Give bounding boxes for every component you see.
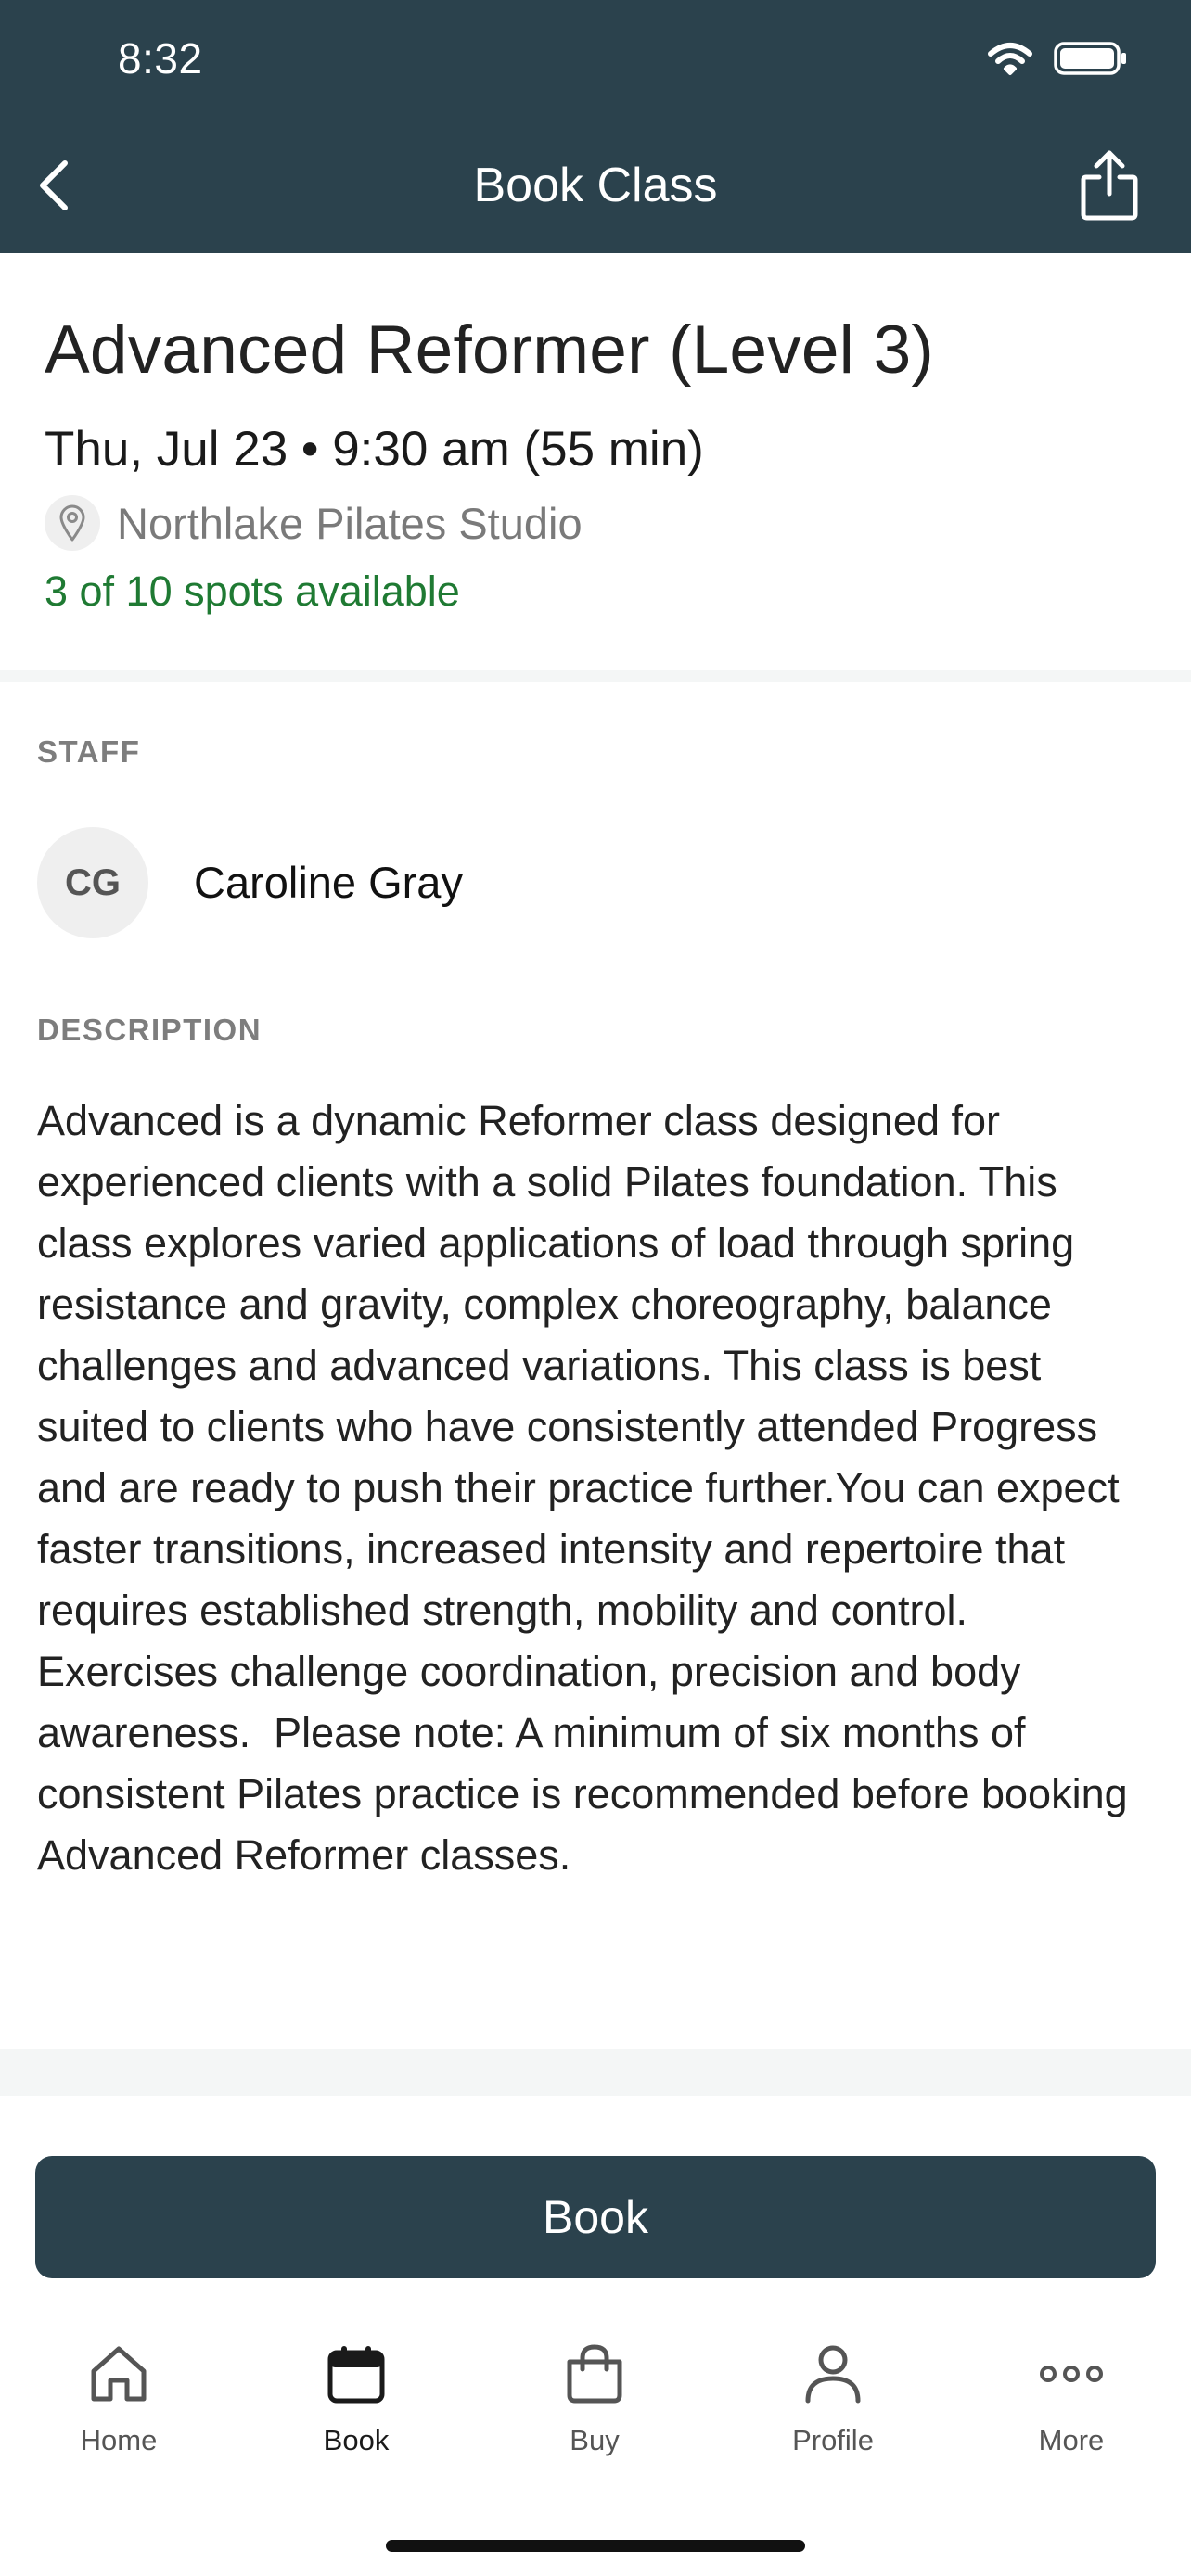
more-dots-icon [1034, 2337, 1108, 2411]
status-icons [987, 41, 1128, 81]
section-divider [0, 2049, 1191, 2096]
staff-name[interactable]: Caroline Gray [194, 858, 463, 907]
tab-more[interactable] [953, 2337, 1190, 2476]
user-icon [796, 2337, 870, 2411]
class-datetime: Thu, Jul 23 • 9:30 am (55 min) [45, 422, 704, 477]
home-indicator [386, 2540, 805, 2552]
share-icon [1079, 149, 1140, 226]
tab-home[interactable] [0, 2337, 237, 2476]
tab-label: More [1038, 2424, 1105, 2456]
tab-buy[interactable] [476, 2337, 713, 2476]
share-button[interactable] [1072, 148, 1146, 226]
description-section-label: DESCRIPTION [37, 1013, 263, 1047]
page-title: Book Class [473, 159, 718, 212]
avatar[interactable]: CG [37, 827, 148, 938]
spots-available: 3 of 10 spots available [45, 567, 460, 615]
tab-label: Home [80, 2424, 158, 2456]
wifi-icon [987, 41, 1033, 81]
tab-label: Profile [792, 2424, 874, 2456]
staff-section-label: STAFF [37, 734, 141, 769]
home-icon [82, 2337, 156, 2411]
tab-label: Buy [570, 2424, 620, 2456]
location-label: Northlake Pilates Studio [117, 498, 583, 548]
class-description: Advanced is a dynamic Reformer class designed for experienced clients with a solid Pilates foundation. This class explores varied applications of load through spring resistance and gravity, complex choreography, balance challenges and advanced variations. This class is best suited to clients who have consistently attended Progress and are ready to push their practice further.You can expect faster transitions, increased intensity and repertoire that requires established strength, mobility and control. Exercises challenge coordination, precision and body awareness. Please note: A minimum of six months of consistent Pilates practice is recommended before booking Advanced Reformer classes. [37, 1097, 1137, 1879]
class-location[interactable] [45, 495, 583, 551]
status-time: 8:32 [118, 34, 203, 83]
book-button[interactable]: Book [35, 2156, 1156, 2278]
class-title: Advanced Reformer (Level 3) [45, 312, 934, 388]
tab-label: Book [323, 2424, 390, 2456]
shopping-bag-icon [557, 2337, 632, 2411]
calendar-icon [319, 2337, 393, 2411]
section-divider [0, 670, 1191, 682]
battery-icon [1054, 41, 1128, 81]
map-pin-icon [45, 495, 100, 551]
tab-book[interactable] [237, 2337, 475, 2476]
tab-bar [0, 2337, 1191, 2504]
header [0, 0, 1191, 253]
tab-profile[interactable] [714, 2337, 952, 2476]
